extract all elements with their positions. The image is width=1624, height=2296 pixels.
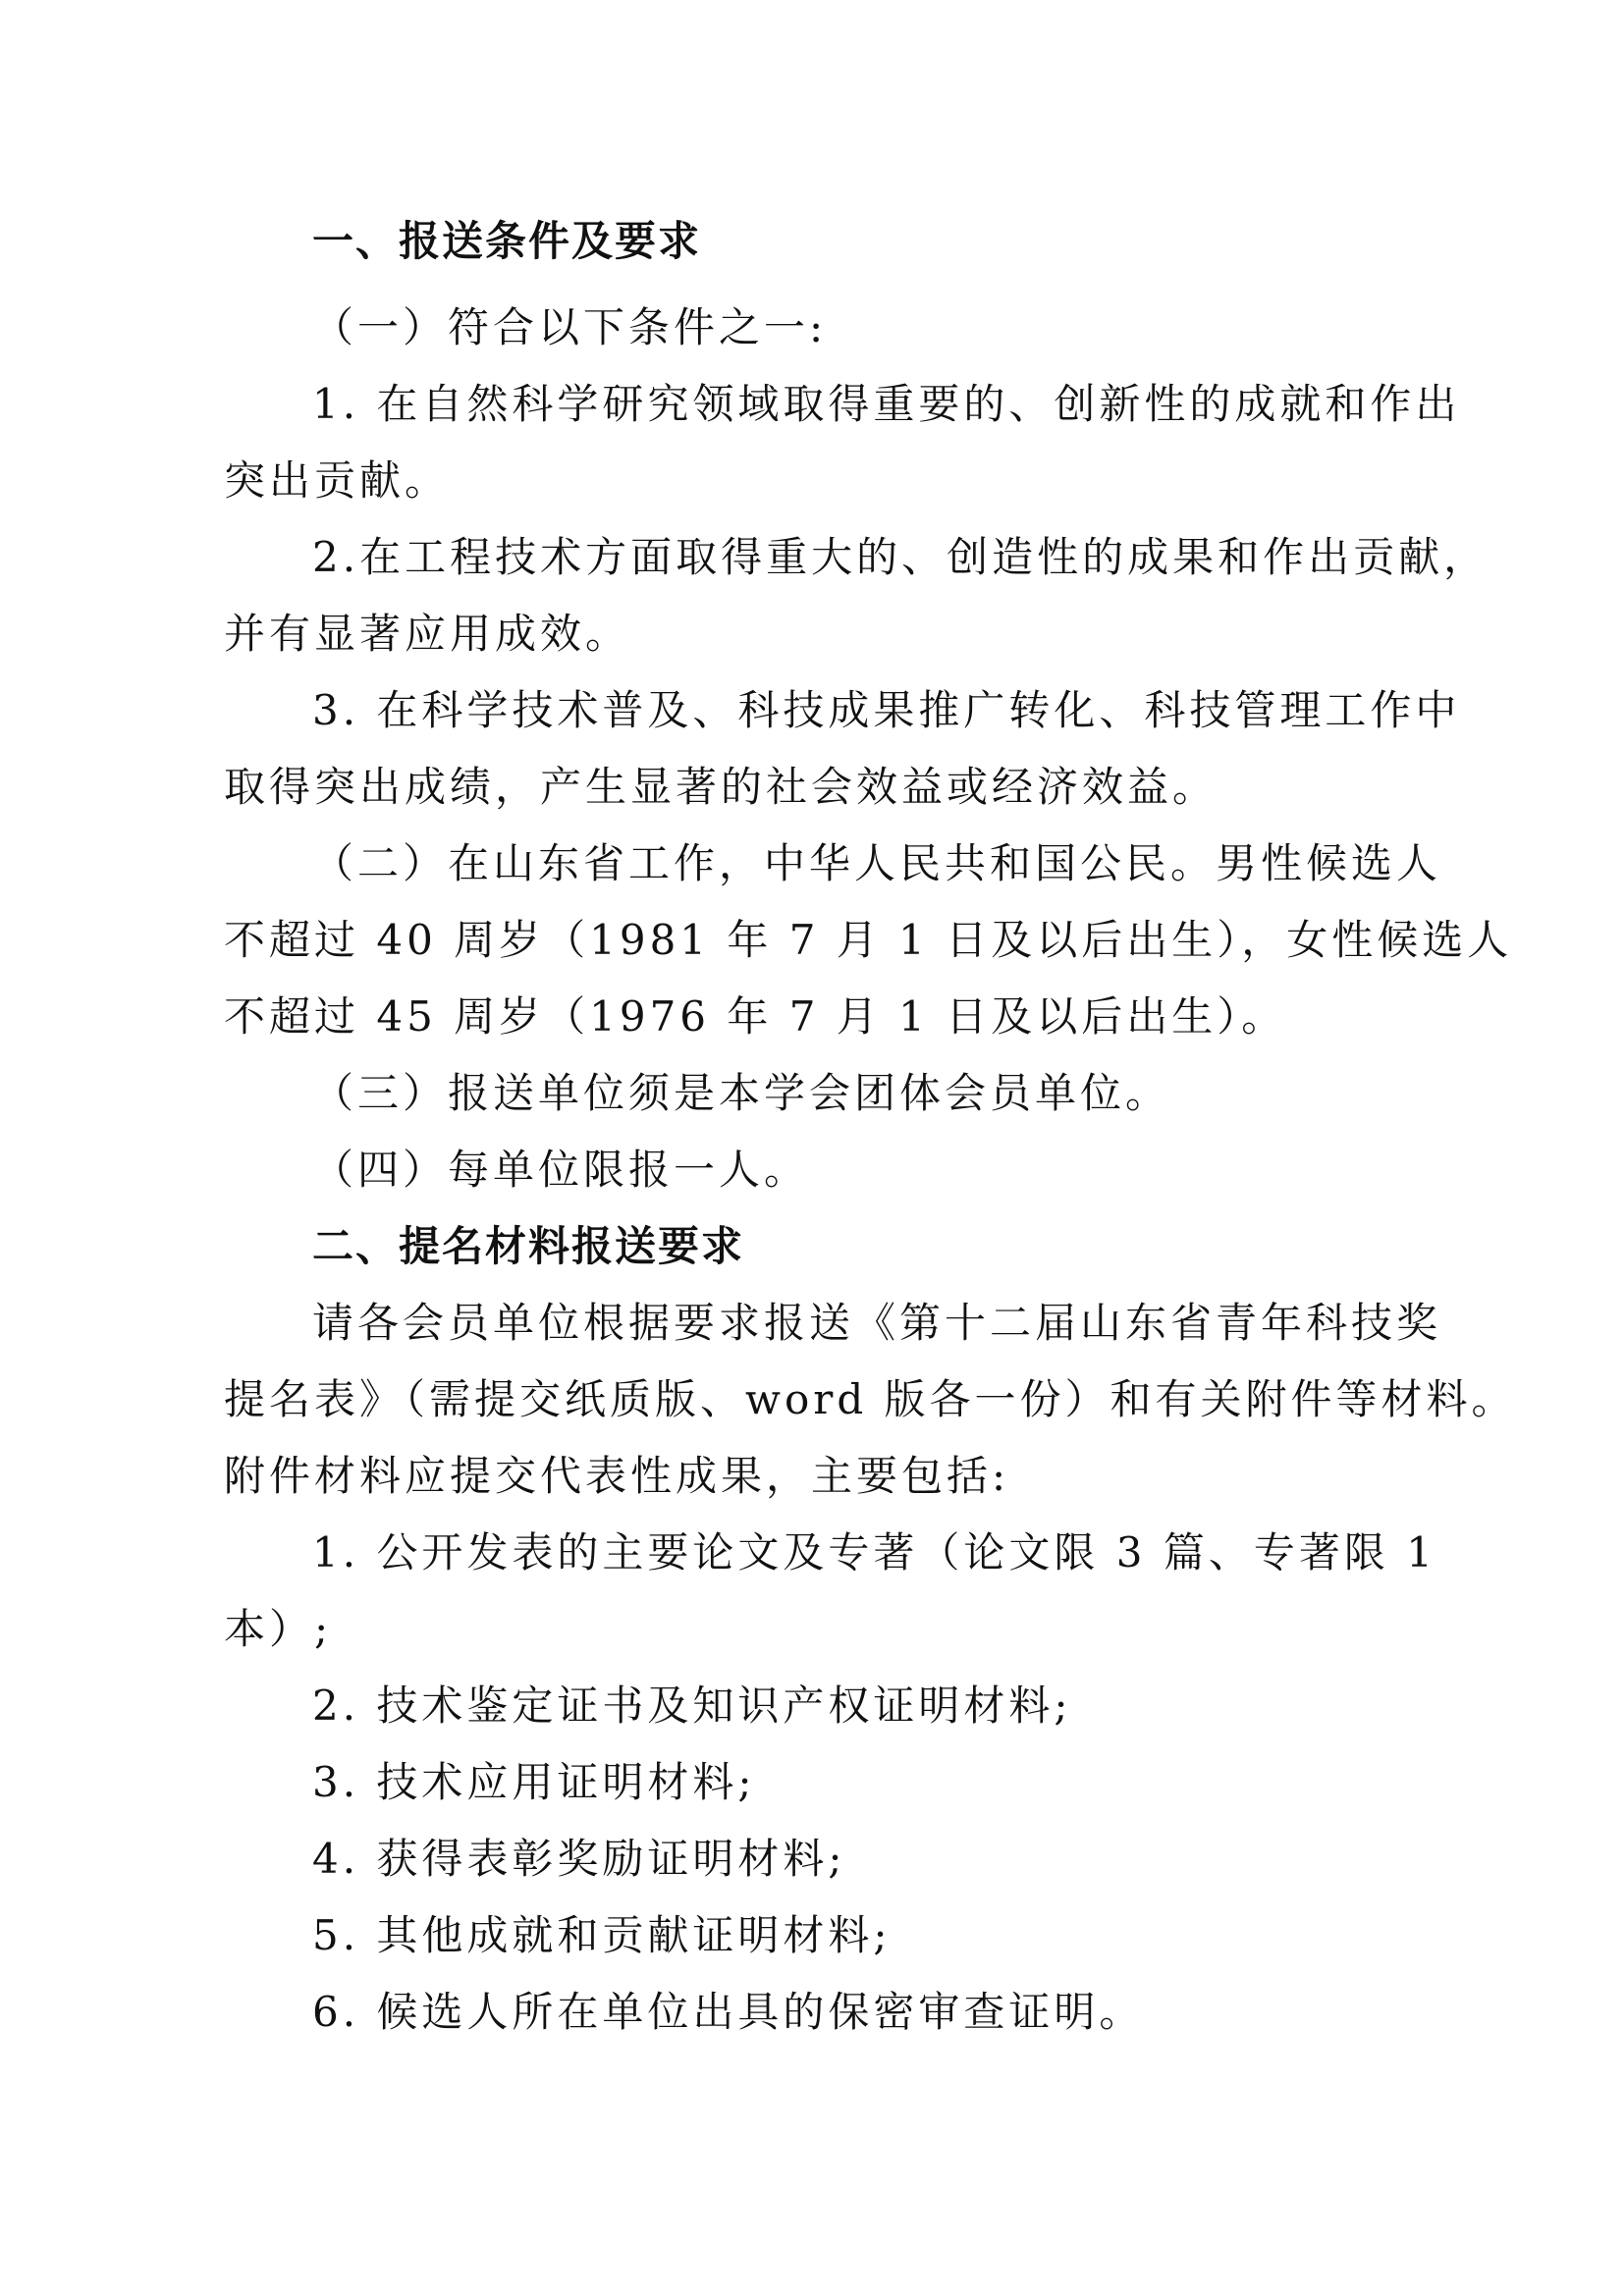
paragraph-line-2: 提名表》（需提交纸质版、word 版各一份）和有关附件等材料。 [224, 1375, 1517, 1423]
subsection-2-line-2: 不超过 40 周岁（1981 年 7 月 1 日及以后出生），女性候选人 [224, 916, 1513, 964]
item-1-line-2: 突出贡献。 [224, 456, 451, 505]
paragraph-line-3: 附件材料应提交代表性成果，主要包括: [224, 1452, 1010, 1500]
item-3-line-1: 3. 在科学技术普及、科技成果推广转化、科技管理工作中 [312, 686, 1461, 734]
subsection-3: （三）报送单位须是本学会团体会员单位。 [312, 1069, 1171, 1117]
material-item-4: 4. 获得表彰奖励证明材料; [312, 1835, 846, 1883]
material-item-6: 6. 候选人所在单位出具的保密审查证明。 [312, 1988, 1145, 2036]
section-heading-2: 二、提名材料报送要求 [312, 1222, 745, 1270]
item-3-line-2: 取得突出成绩，产生显著的社会效益或经济效益。 [224, 763, 1218, 811]
material-item-5: 5. 其他成就和贡献证明材料; [312, 1911, 892, 1959]
paragraph-line-1: 请各会员单位根据要求报送《第十二届山东省青年科技奖 [312, 1299, 1442, 1347]
item-2-line-2: 并有显著应用成效。 [224, 610, 631, 658]
item-2-line-1: 2.在工程技术方面取得重大的、创造性的成果和作出贡献， [312, 533, 1489, 581]
material-item-1-line-1: 1. 公开发表的主要论文及专著（论文限 3 篇、专著限 1 [312, 1528, 1436, 1576]
material-item-3: 3. 技术应用证明材料; [312, 1758, 756, 1806]
section-heading-1: 一、报送条件及要求 [312, 217, 702, 265]
material-item-2: 2. 技术鉴定证书及知识产权证明材料; [312, 1682, 1072, 1730]
subsection-4: （四）每单位限报一人。 [312, 1146, 810, 1194]
subsection-1: （一）符合以下条件之一: [312, 303, 828, 351]
subsection-2-line-3: 不超过 45 周岁（1976 年 7 月 1 日及以后出生）。 [224, 992, 1287, 1041]
item-1-line-1: 1. 在自然科学研究领域取得重要的、创新性的成就和作出 [312, 380, 1461, 428]
material-item-1-line-2: 本）; [224, 1605, 333, 1653]
subsection-2-line-1: （二）在山东省工作，中华人民共和国公民。男性候选人 [312, 839, 1442, 887]
